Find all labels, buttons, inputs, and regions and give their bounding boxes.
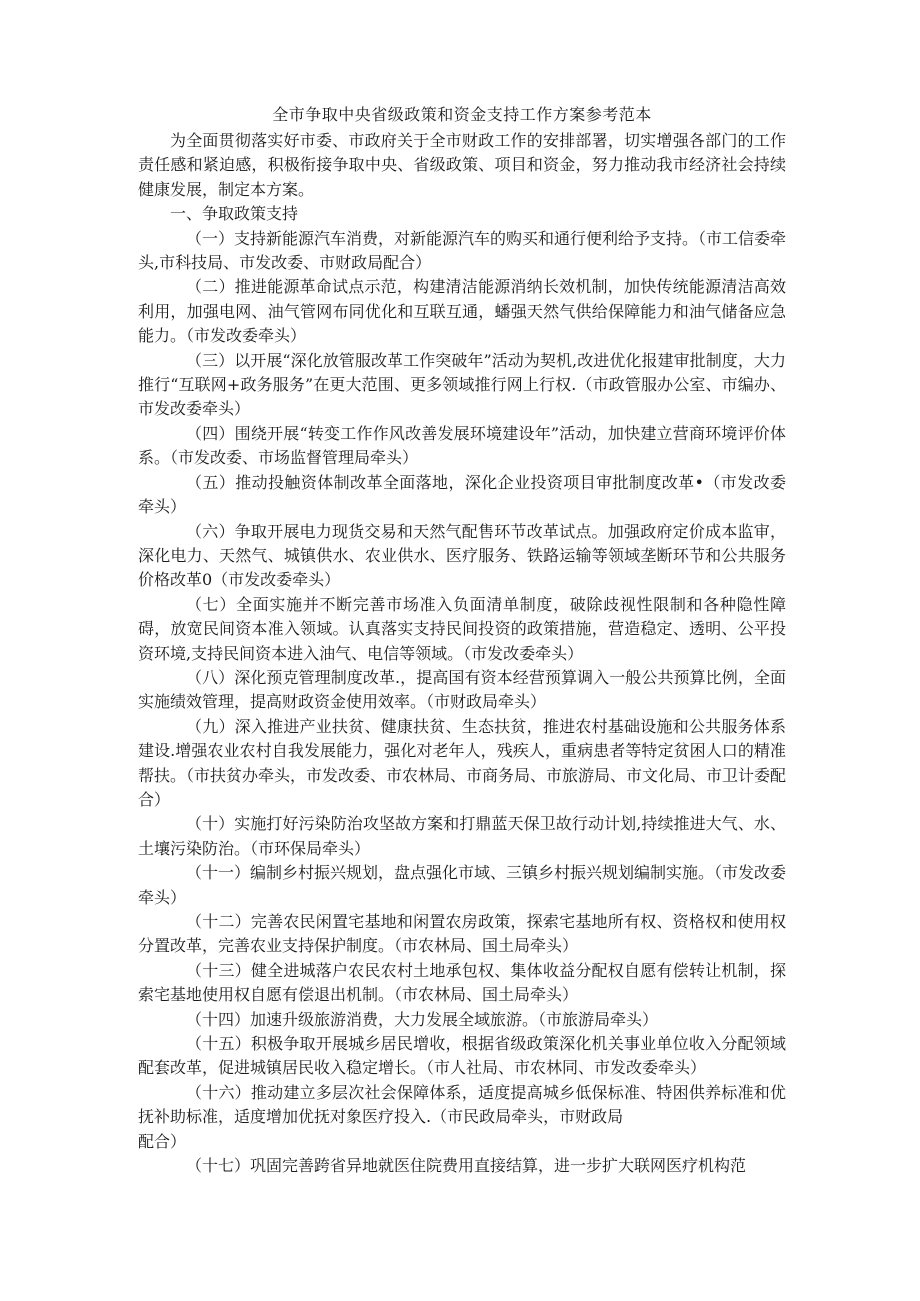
- policy-item: （七）全面实施并不断完善市场准入负面清单制度，破除歧视性限制和各种隐性障碍，放宽民间资本准入领域。认真落实支持民间投资的政策措施，营造稳定、透明、公平投资环境,支持民间资本进入油气、电信等领域。（市发改委牵头）: [138, 594, 786, 663]
- policy-item: （十三）健全进城落户农民农村土地承包权、集体收益分配权自愿有偿转让机制，探索宅基地使用权自愿有偿退出机制。（市农林局、国土局牵头）: [138, 960, 786, 1005]
- policy-item: （十七）巩固完善跨省异地就医住院费用直接结算，进一步扩大联网医疗机构范: [186, 1156, 747, 1176]
- intro-paragraph: 为全面贯彻落实好市委、市政府关于全市财政工作的安排部署，切实增强各部门的工作责任感和紧迫感，积极衔接争取中央、省级政策、项目和资金，努力推动我市经济社会持续健康发展，制定本方案。: [138, 131, 786, 199]
- policy-item: （十二）完善农民闲置宅基地和闲置农房政策，探索宅基地所有权、资格权和使用权分置改革，完善农业支持保护制度。（市农林局、国土局牵头）: [138, 912, 786, 956]
- policy-item: （九）深入推进产业扶贫、健康扶贫、生态扶贫，推进农村基础设施和公共服务体系建设.增强农业农村自我发展能力，强化对老年人，残疾人，重病患者等特定贫困人口的精准帮扶。（市扶贫办牵头，市发改委、市农林局、市商务局、市旅游局、市文化局、市卫计委配合）: [138, 716, 787, 809]
- policy-item: （十）实施打好污染防治攻坚故方案和打鼎蓝天保卫故行动计划,持续推进大气、水、土壤污染防治。（市环保局牵头）: [138, 814, 786, 858]
- document-body: [138, 103, 786, 1178]
- policy-item-continuation: 配合）: [138, 1131, 187, 1151]
- policy-item: （四）围绕开展“转变工作作风改善发展环境建设年”活动，加快建立营商环境评价体系。（市发改委、市场监督管理局牵头）: [138, 423, 786, 468]
- policy-item: （三）以开展“深化放管服改革工作突破年”活动为契机,改进优化报建审批制度，大力推行“互联网+政务服务”在更大范围、更多领域推行网上行权.（市政管服办公室、市编办、市发改委牵头）: [138, 350, 786, 419]
- section-heading: 一、争取政策支持: [170, 204, 299, 224]
- policy-item: （十六）推动建立多层次社会保障体系，适度提高城乡低保标准、特困供养标准和优抚补助标准，适度增加优抚对象医疗投入.（市民政局牵头，市财政局: [138, 1082, 786, 1127]
- policy-item: （十四）加速升级旅游消费，大力发展全域旅游。（市旅游局牵头）: [186, 1009, 659, 1029]
- policy-item: （一）支持新能源汽车消费，对新能源汽车的购买和通行便利给予支持。（市工信委牵头,市科技局、市发改委、市财政局配合）: [138, 228, 787, 273]
- document-title: 全市争取中央省级政策和资金支持工作方案参考范本: [272, 105, 652, 124]
- policy-item: （六）争取开展电力现货交易和天然气配售环节改革试点。加强政府定价成本监审，深化电力、天然气、城镇供水、农业供水、医疗服务、铁路运输等领域垄断环节和公共服务价格改革0（市发改委牵头）: [138, 521, 786, 590]
- policy-item: （五）推动投触资体制改革全面落地，深化企业投资项目审批制度改革•（市发改委牵头）: [138, 472, 786, 517]
- policy-item: （二）推进能源革命试点示范，构建清洁能源消纳长效机制，加快传统能源清洁高效利用，加强电网、油气管网布同优化和互联互通，蟠强天然气供给保障能力和油气储备应急能力。（市发改委牵头）: [138, 277, 786, 346]
- policy-item: （十五）积极争取开展城乡居民增收，根据省级政策深化机关事业单位收入分配领域配套改革，促进城镇居民收入稳定增长。（市人社局、市农林同、市发改委牵头）: [138, 1034, 786, 1078]
- policy-item: （十一）编制乡村振兴规划，盘点强化市域、三镇乡村振兴规划编制实施。（市发改委牵头）: [138, 863, 787, 907]
- policy-item: （八）深化预克管理制度改革.，提高国有资本经营预算调入一般公共预算比例，全面实施绩效管理，提高财政资金使用效率。（市财政局牵头）: [138, 667, 786, 712]
